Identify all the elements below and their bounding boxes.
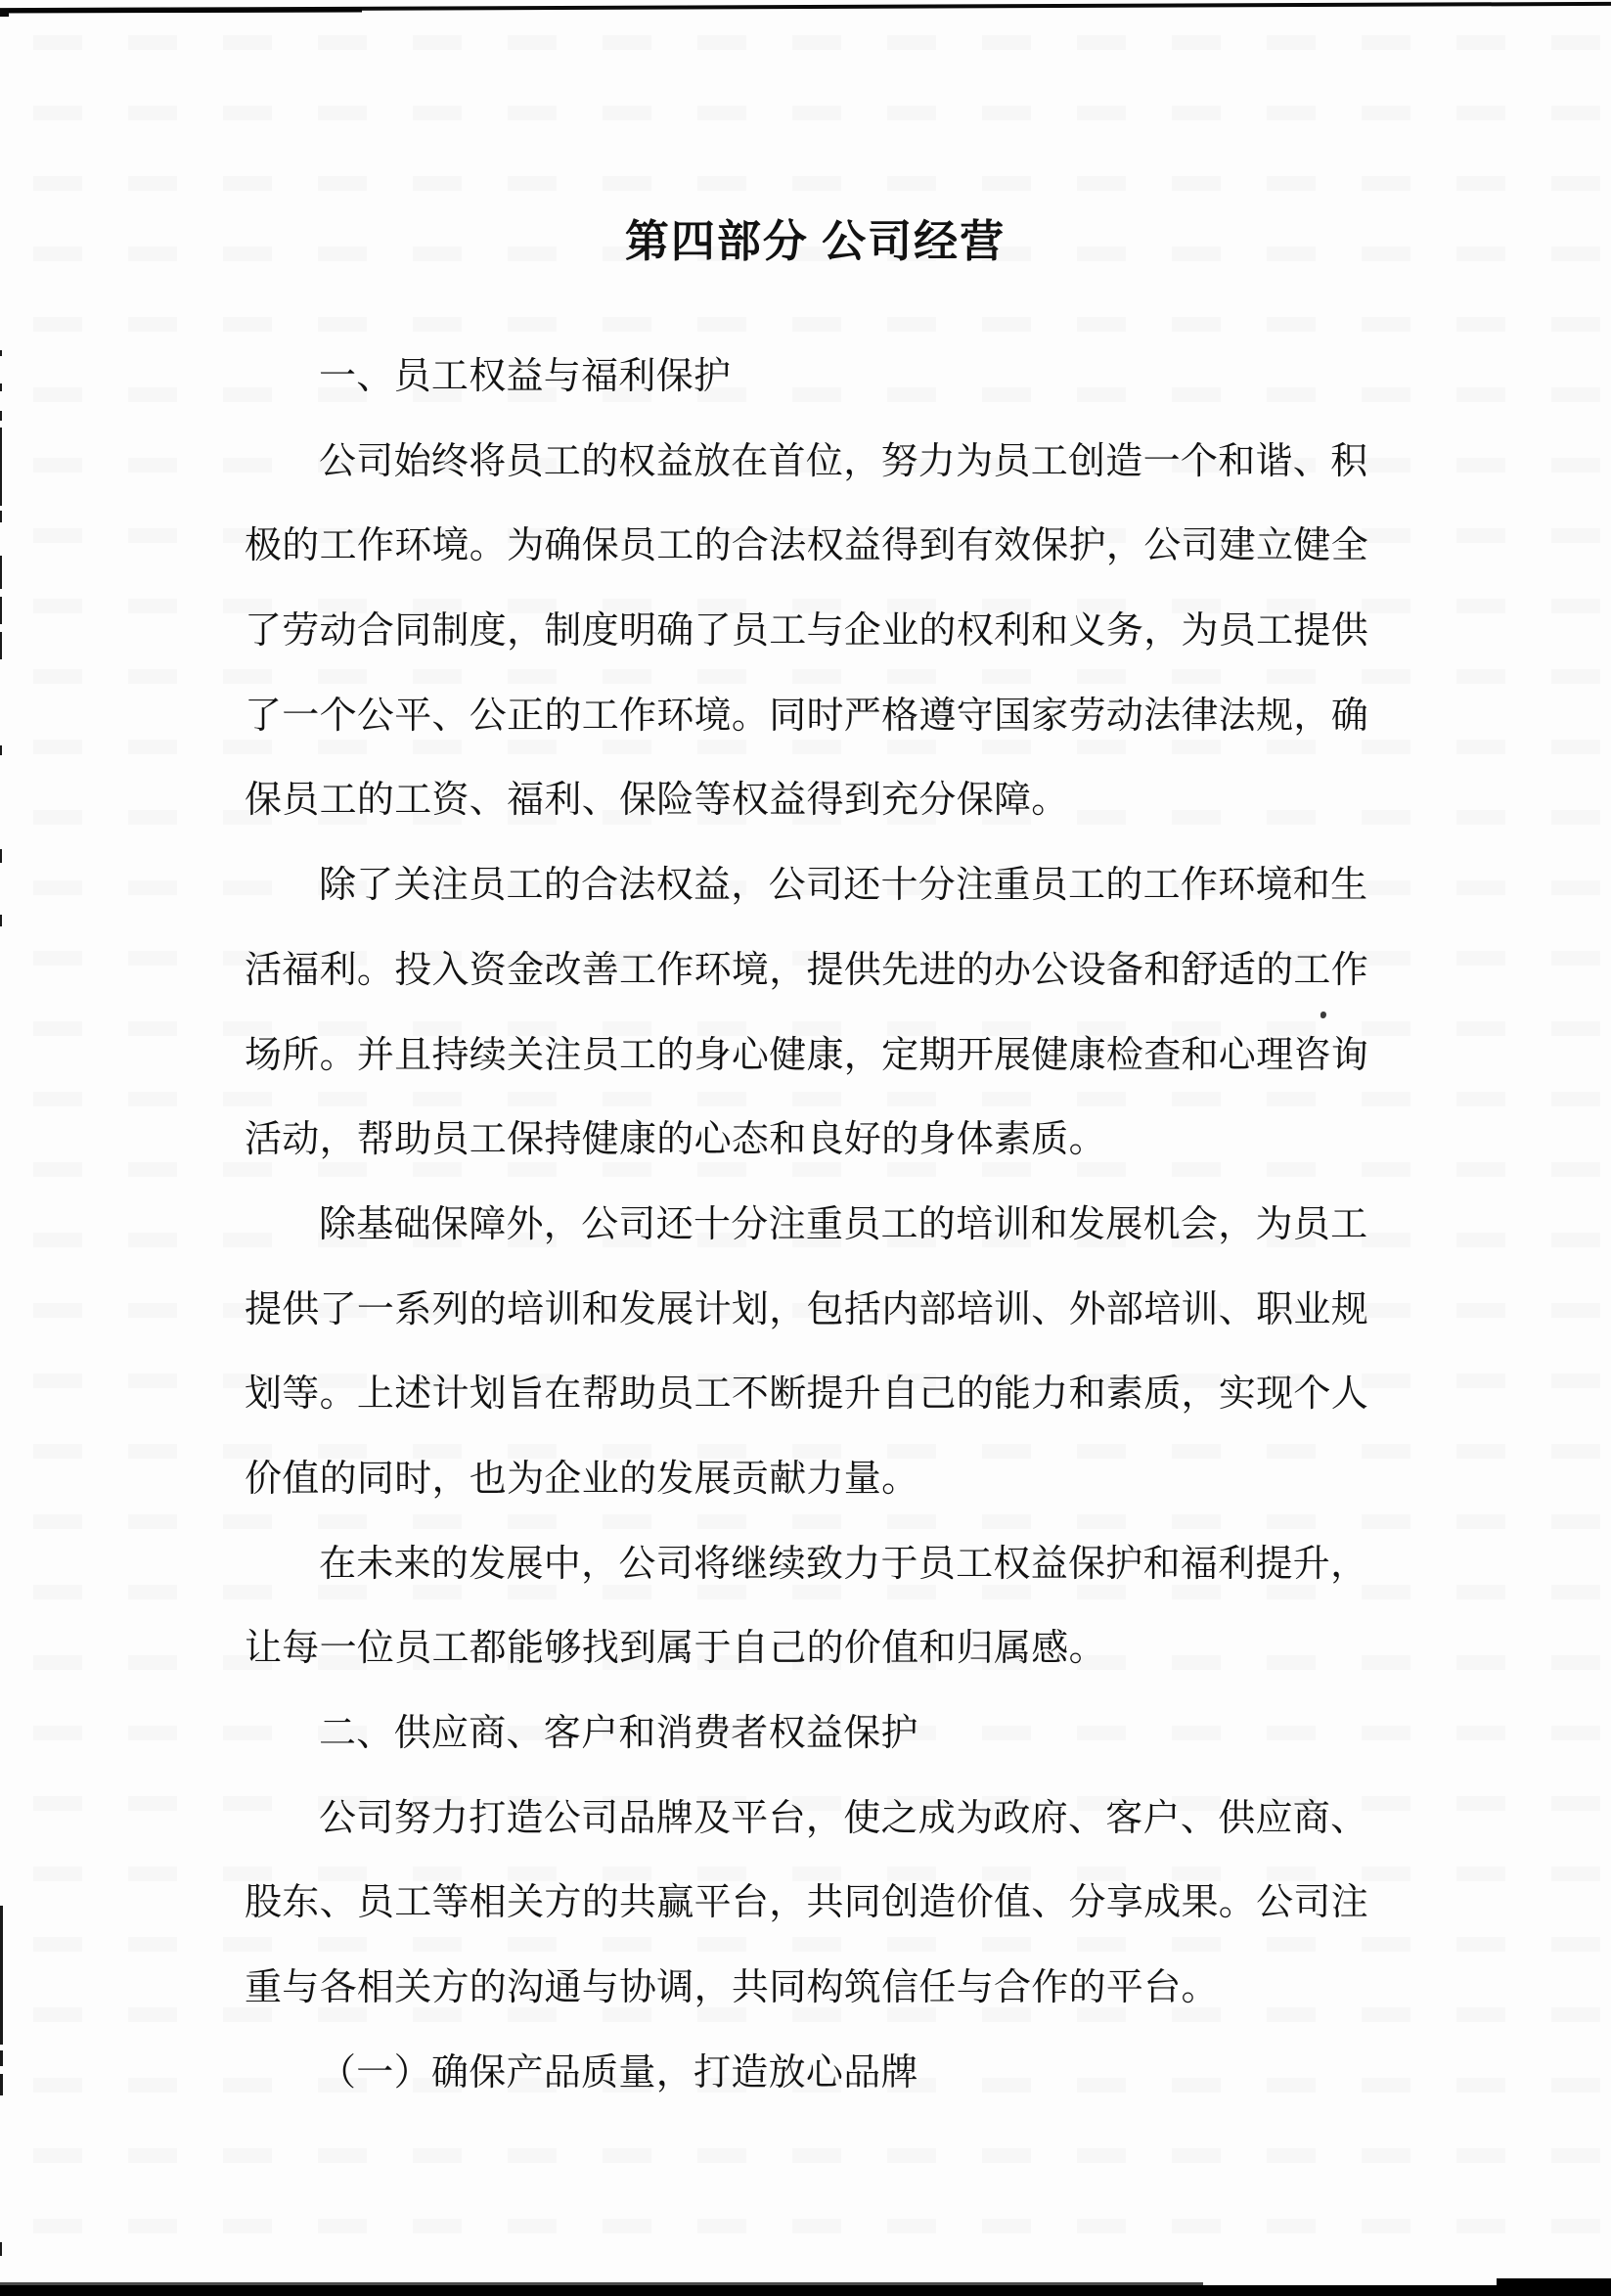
scan-texture-block [1456,2219,1505,2233]
text-line: 在未来的发展中，公司将继续致力于员工权益保护和福利提升， [319,1543,1368,1585]
scan-texture-block [697,317,746,332]
scan-texture-block [1551,317,1600,332]
scan-texture-block [1551,1021,1600,1036]
scan-texture-block [33,1092,82,1106]
scan-texture-block [318,2219,367,2233]
scan-texture-block [1551,528,1600,543]
scan-texture-block [33,1585,82,1599]
scan-texture-block [792,2148,841,2163]
scan-texture-block [413,2219,462,2233]
document-title: 第四部分 公司经营 [624,217,1007,266]
scan-texture-block [1551,106,1600,120]
scan-texture-block [1456,1233,1505,1247]
text-line: 除了关注员工的合法权益，公司还十分注重员工的工作环境和生 [319,865,1368,907]
scan-texture-block [508,35,557,50]
scan-texture-block [1456,1444,1505,1459]
scan-texture-block [413,176,462,191]
scan-texture-block [1551,1444,1600,1459]
scan-texture-block [1551,387,1600,402]
scan-texture-block [128,528,177,543]
scan-texture-block [128,599,177,613]
scan-texture-block [1551,1514,1600,1529]
scan-texture-block [1172,2148,1221,2163]
text-line: 了一个公平、公正的工作环境。同时严格遵守国家劳动法律法规，确 [245,695,1369,737]
scan-texture-block [128,1937,177,1952]
text-line: 价值的同时，也为企业的发展贡献力量。 [245,1458,919,1500]
scan-texture-block [1551,1303,1600,1318]
scan-texture-block [1551,1373,1600,1388]
scan-texture-block [1551,1796,1600,1811]
text-line: 一、员工权益与福利保护 [319,356,732,397]
scan-texture-block [1267,176,1316,191]
scan-texture-block [223,2148,272,2163]
scan-texture-block [128,1444,177,1459]
scan-texture-block [1456,1937,1505,1952]
text-line: 提供了一系列的培训和发展计划，包括内部培训、外部培训、职业规 [245,1288,1369,1330]
scan-texture-block [982,317,1031,332]
scan-texture-block [1172,106,1221,120]
scan-texture-block [33,1021,82,1036]
scan-texture-block [318,2148,367,2163]
scan-texture-block [128,1867,177,1881]
scan-texture-block [603,176,651,191]
document-body [245,335,1379,2115]
scan-texture-block [1551,880,1600,895]
scan-texture-block [1456,1092,1505,1106]
scan-texture-block [1456,669,1505,684]
scan-texture-block [1456,2078,1505,2093]
text-line: 股东、员工等相关方的共赢平台，共同创造价值、分享成果。公司注 [245,1882,1369,1924]
scan-texture-block [1172,176,1221,191]
scan-artifact-bottom-edge [0,2285,1611,2296]
scan-texture-block [1456,1162,1505,1177]
scan-texture-block [33,387,82,402]
scan-texture-block [1551,2219,1600,2233]
scan-texture-block [792,176,841,191]
scan-texture-block [792,2219,841,2233]
text-line: 场所。并且持续关注员工的身心健康，定期开展健康检查和心理咨询 [245,1034,1369,1076]
scan-texture-block [128,1373,177,1388]
scan-texture-block [603,2148,651,2163]
scan-texture-block [1456,387,1505,402]
scan-texture-block [128,1514,177,1529]
text-line: 公司努力打造公司品牌及平台，使之成为政府、客户、供应商、 [319,1797,1368,1839]
scan-texture-block [603,106,651,120]
scan-texture-block [1456,2007,1505,2022]
text-line: 了劳动合同制度，制度明确了员工与企业的权利和义务，为员工提供 [245,610,1369,653]
text-line: 公司始终将员工的权益放在首位，努力为员工创造一个和谐、积 [319,440,1368,482]
scan-texture-block [33,528,82,543]
scan-texture-block [887,35,936,50]
scan-texture-block [1551,2078,1600,2093]
scan-texture-block [508,106,557,120]
scan-texture-block [128,880,177,895]
scan-texture-block [1551,1092,1600,1106]
scan-texture-block [128,1303,177,1318]
scan-texture-block [1456,880,1505,895]
scan-texture-block [982,35,1031,50]
scan-texture-block [33,1233,82,1247]
text-line: 让每一位员工都能够找到属于自己的价值和归属感。 [245,1628,1106,1670]
scan-texture-block [33,1514,82,1529]
scan-texture-block [128,1726,177,1740]
scan-texture-block [1077,2148,1126,2163]
scan-texture-block [128,106,177,120]
scan-texture-block [33,599,82,613]
scan-texture-block [128,1585,177,1599]
scan-texture-block [223,106,272,120]
scan-texture-block [33,1373,82,1388]
scan-texture-block [603,2219,651,2233]
scan-texture-block [1456,740,1505,754]
scan-texture-block [128,1655,177,1670]
scan-texture-block [1456,1726,1505,1740]
scan-texture-block [1551,2007,1600,2022]
scan-texture-block [33,880,82,895]
scan-texture-block [318,317,367,332]
scan-texture-block [697,35,746,50]
scan-texture-block [128,1092,177,1106]
scan-texture-block [1362,317,1410,332]
text-line: （一）确保产品质量，打造放心品牌 [319,2051,918,2093]
scan-texture-block [1172,2219,1221,2233]
scan-texture-block [1456,1021,1505,1036]
scan-texture-block [1456,528,1505,543]
scan-texture-block [697,2219,746,2233]
scan-texture-block [128,1233,177,1247]
scan-texture-block [982,2219,1031,2233]
scan-texture-block [982,176,1031,191]
scan-texture-block [33,740,82,754]
scan-texture-block [1551,599,1600,613]
scan-texture-block [223,35,272,50]
scan-texture-block [1267,2148,1316,2163]
scan-texture-block [33,35,82,50]
scan-texture-block [33,2148,82,2163]
text-line: 划等。上述计划旨在帮助员工不断提升自己的能力和素质，实现个人 [245,1373,1369,1416]
scan-texture-block [33,1726,82,1740]
scan-texture-block [1551,1162,1600,1177]
scan-texture-block [1456,1514,1505,1529]
scan-texture-block [1172,35,1221,50]
scan-texture-block [413,106,462,120]
scan-texture-block [1077,176,1126,191]
scan-texture-block [697,176,746,191]
scan-texture-block [33,2219,82,2233]
scan-texture-block [33,1444,82,1459]
scan-texture-block [1456,317,1505,332]
scan-texture-block [603,317,651,332]
scan-texture-block [1456,1585,1505,1599]
scan-texture-block [128,2148,177,2163]
scan-texture-block [508,317,557,332]
scan-texture-block [128,810,177,825]
scan-texture-block [1551,1867,1600,1881]
scan-texture-block [33,810,82,825]
scan-texture-block [128,458,177,473]
scan-texture-block [33,1867,82,1881]
scan-texture-block [1172,317,1221,332]
scan-texture-block [1456,951,1505,966]
scan-texture-block [128,35,177,50]
scan-texture-block [1551,2148,1600,2163]
text-line: 除基础保障外，公司还十分注重员工的培训和发展机会，为员工 [319,1203,1368,1245]
scan-texture-block [318,176,367,191]
scan-texture-block [1362,2148,1410,2163]
scan-texture-block [128,1021,177,1036]
scan-texture-block [33,2078,82,2093]
scan-texture-block [1551,1585,1600,1599]
scan-texture-block [1077,2219,1126,2233]
scan-texture-block [887,317,936,332]
scan-texture-block [1077,106,1126,120]
scan-texture-block [1551,669,1600,684]
scan-texture-block [1267,35,1316,50]
scan-texture-block [1267,317,1316,332]
scan-texture-block [1551,35,1600,50]
scan-artifact-top-edge-thick [0,9,362,14]
scan-texture-block [128,951,177,966]
scan-texture-block [1362,2219,1410,2233]
scan-texture-block [603,35,651,50]
scan-texture-block [33,317,82,332]
scan-texture-block [1456,1867,1505,1881]
scan-texture-block [1267,2219,1316,2233]
scan-artifact-bottom-edge-right [1497,2278,1611,2296]
scan-texture-block [33,1655,82,1670]
scan-texture-block [982,2148,1031,2163]
scan-texture-block [1551,1937,1600,1952]
scan-texture-block [33,951,82,966]
scan-texture-block [33,106,82,120]
scan-texture-block [887,2148,936,2163]
scan-texture-block [1456,176,1505,191]
text-line: 活福利。投入资金改善工作环境，提供先进的办公设备和舒适的工作 [245,949,1369,991]
scan-texture-block [33,2007,82,2022]
scan-texture-block [1551,1655,1600,1670]
scan-texture-block [1456,1655,1505,1670]
scan-texture-block [1551,951,1600,966]
text-line: 重与各相关方的沟通与协调，共同构筑信任与合作的平台。 [245,1967,1219,2009]
scan-texture-block [413,2148,462,2163]
scan-texture-block [1456,35,1505,50]
scan-texture-block [508,2148,557,2163]
scan-texture-block [1077,35,1126,50]
scan-texture-block [223,176,272,191]
scan-texture-block [1456,599,1505,613]
scan-texture-block [1456,1373,1505,1388]
scan-texture-block [33,1162,82,1177]
scan-texture-block [33,458,82,473]
scan-texture-block [1456,458,1505,473]
text-line: 保员工的工资、福利、保险等权益得到充分保障。 [245,780,1069,822]
scan-texture-block [413,317,462,332]
scan-texture-block [128,1796,177,1811]
scan-texture-block [128,2219,177,2233]
scan-texture-block [1267,106,1316,120]
scan-texture-block [1551,810,1600,825]
scan-texture-block [1362,176,1410,191]
scan-texture-block [1362,106,1410,120]
scan-texture-block [33,669,82,684]
scan-texture-block [1551,1233,1600,1247]
scan-texture-block [792,106,841,120]
scan-texture-block [128,2078,177,2093]
text-line: 极的工作环境。为确保员工的合法权益得到有效保护，公司建立健全 [245,525,1369,567]
text-line: 活动，帮助员工保持健康的心态和良好的身体素质。 [245,1119,1106,1161]
scan-texture-block [982,106,1031,120]
scan-texture-block [1551,740,1600,754]
scan-texture-block [792,35,841,50]
scan-texture-block [1551,1726,1600,1740]
scan-texture-block [697,2148,746,2163]
scan-texture-block [33,1937,82,1952]
scan-texture-block [318,35,367,50]
scan-texture-block [128,176,177,191]
scan-texture-block [1362,35,1410,50]
scan-texture-block [887,2219,936,2233]
scan-texture-block [1456,106,1505,120]
scan-texture-block [128,317,177,332]
scan-texture-block [508,176,557,191]
scan-texture-block [792,317,841,332]
scan-texture-block [1456,1796,1505,1811]
scan-texture-block [508,2219,557,2233]
scan-texture-block [413,35,462,50]
scan-texture-block [1551,458,1600,473]
scan-texture-block [1551,176,1600,191]
scan-texture-block [128,740,177,754]
scan-texture-block [1456,2148,1505,2163]
scan-texture-block [1456,810,1505,825]
scan-texture-block [223,317,272,332]
scan-texture-block [887,176,936,191]
scan-texture-block [1456,1303,1505,1318]
scan-texture-block [318,106,367,120]
scan-texture-block [128,669,177,684]
scan-texture-block [128,2007,177,2022]
scan-texture-block [887,106,936,120]
scan-texture-block [128,1162,177,1177]
scan-artifact-top-left-tick [0,9,9,17]
scan-texture-block [33,176,82,191]
scan-texture-block [223,2219,272,2233]
scan-texture-block [33,1796,82,1811]
scan-texture-block [1077,317,1126,332]
text-line: 二、供应商、客户和消费者权益保护 [319,1713,918,1754]
scan-texture-block [128,387,177,402]
scan-texture-block [33,1303,82,1318]
scan-texture-block [697,106,746,120]
